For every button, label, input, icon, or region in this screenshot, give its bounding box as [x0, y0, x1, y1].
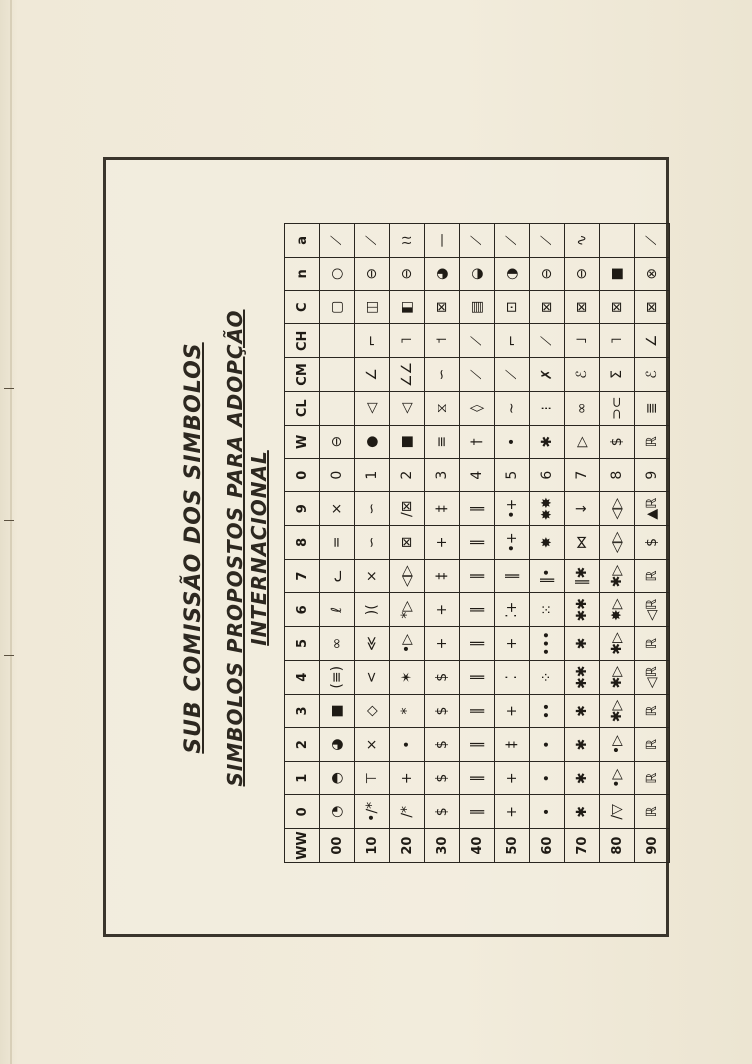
symbol-cell: ⁚+: [495, 593, 530, 627]
header-cell: 3: [285, 694, 320, 728]
symbol-cell: ⟋: [355, 224, 390, 258]
header-cell: CM: [285, 358, 320, 392]
symbol-cell: ℰ: [635, 358, 670, 392]
symbol-cell: ✱✱: [565, 660, 600, 694]
symbol-cell: ‖•: [530, 559, 565, 593]
margin-mark: [4, 388, 14, 389]
symbol-cell: ‡: [495, 728, 530, 762]
binding-fold: [10, 0, 12, 1064]
row-label: 20: [390, 829, 425, 863]
row-label: 60: [530, 829, 565, 863]
symbol-cell: •+: [495, 526, 530, 560]
title-line-2: SIMBOLOS PROPOSTOS PARA ADOPÇÃO INTERNACIONAL: [223, 309, 271, 787]
header-cell: CH: [285, 324, 320, 358]
symbol-cell: ✸✸: [530, 492, 565, 526]
symbol-cell: ≡: [425, 425, 460, 458]
symbol-cell: •▷: [600, 761, 635, 795]
header-cell: 4: [285, 660, 320, 694]
row-label: 00: [320, 829, 355, 863]
symbol-cell: ℝ: [635, 761, 670, 795]
symbols-table: [284, 223, 670, 863]
symbol-cell: ✗: [530, 358, 565, 392]
symbol-cell: +: [495, 795, 530, 829]
symbol-cell: ∠: [635, 324, 670, 358]
symbol-cell: [320, 358, 355, 392]
symbol-cell: —: [425, 224, 460, 258]
symbol-cell: ∠: [355, 358, 390, 392]
symbol-cell: 5: [495, 459, 530, 492]
symbol-cell: ✱: [565, 694, 600, 728]
symbol-cell: ◔: [320, 795, 355, 829]
header-cell: 0: [285, 459, 320, 492]
symbol-cell: ■: [600, 257, 635, 290]
header-cell: 1: [285, 761, 320, 795]
symbol-cell: •▷: [390, 627, 425, 661]
header-cell: 0: [285, 795, 320, 829]
symbol-cell: )(: [355, 593, 390, 627]
symbol-cell: ˥: [390, 324, 425, 358]
symbol-cell: 6: [530, 459, 565, 492]
symbol-cell: ◫: [355, 291, 390, 324]
symbol-cell: ∠∠: [390, 358, 425, 392]
row-label: 30: [425, 829, 460, 863]
symbol-cell: ⊖: [390, 257, 425, 290]
symbol-cell: ‡: [425, 559, 460, 593]
symbol-cell: ‡: [425, 492, 460, 526]
symbol-cell: $: [635, 526, 670, 560]
symbol-cell: ≀≀: [390, 224, 425, 258]
symbol-cell: ✱▷: [600, 627, 635, 661]
symbol-cell: +: [425, 526, 460, 560]
symbol-cell: ⨯: [355, 728, 390, 762]
symbol-cell: ⟋: [460, 358, 495, 392]
symbol-cell: ⊤: [355, 761, 390, 795]
symbol-cell: ⁝: [530, 391, 565, 425]
symbol-cell: ℝ: [635, 694, 670, 728]
symbol-cell: ◕: [425, 257, 460, 290]
symbol-cell: 7: [565, 459, 600, 492]
symbol-cell: ∿: [565, 224, 600, 258]
symbol-cell: 0: [320, 459, 355, 492]
symbol-cell: ‖: [460, 761, 495, 795]
symbol-cell: ᓚ: [320, 559, 355, 593]
row-label: 40: [460, 829, 495, 863]
symbol-cell: ~: [495, 391, 530, 425]
table-row: [390, 224, 425, 863]
symbol-cell: $: [425, 660, 460, 694]
margin-mark: [4, 655, 14, 656]
header-cell: 7: [285, 559, 320, 593]
symbol-cell: ✱▷: [600, 559, 635, 593]
symbol-cell: ∞: [565, 391, 600, 425]
symbol-cell: +: [425, 593, 460, 627]
symbol-cell: ℝ: [635, 559, 670, 593]
symbol-cell: ∽: [355, 526, 390, 560]
symbol-cell: ⨯: [355, 559, 390, 593]
symbol-cell: •: [530, 728, 565, 762]
symbol-cell: <: [355, 660, 390, 694]
row-label: 90: [635, 829, 670, 863]
symbol-cell: [320, 391, 355, 425]
table-row: [565, 224, 600, 863]
symbol-cell: ⟋: [495, 224, 530, 258]
header-cell: 9: [285, 492, 320, 526]
symbol-cell: 8: [600, 459, 635, 492]
header-cell: 8: [285, 526, 320, 560]
symbol-cell: ⋈: [565, 526, 600, 560]
row-label: 80: [600, 829, 635, 863]
symbol-cell: ⌐: [355, 324, 390, 358]
symbol-cell: ≪: [355, 627, 390, 661]
row-label: 70: [565, 829, 600, 863]
symbol-cell: •: [495, 425, 530, 458]
header-cell: W: [285, 425, 320, 458]
symbol-cell: ⨯: [320, 492, 355, 526]
table-row: [320, 224, 355, 863]
symbol-cell: ℝ: [635, 425, 670, 458]
symbol-cell: •: [390, 728, 425, 762]
symbol-cell: ⊠: [635, 291, 670, 324]
symbol-cell: •▷: [600, 728, 635, 762]
symbol-cell: ‖: [460, 526, 495, 560]
symbol-cell: ∽: [355, 492, 390, 526]
symbol-cell: ∕*: [390, 795, 425, 829]
symbol-cell: ≣: [635, 391, 670, 425]
symbol-cell: ⌐: [495, 324, 530, 358]
symbol-cell: ‖: [460, 627, 495, 661]
symbol-cell: ✸▷: [600, 593, 635, 627]
symbol-cell: ●: [355, 425, 390, 458]
symbol-cell: •••: [530, 627, 565, 661]
margin-mark: [4, 520, 14, 521]
symbol-cell: ✱: [565, 795, 600, 829]
symbol-cell: ◁▷: [600, 526, 635, 560]
symbol-cell: $: [425, 694, 460, 728]
header-cell: 2: [285, 728, 320, 762]
header-cell: a: [285, 224, 320, 258]
symbol-cell: ⟋: [460, 224, 495, 258]
header-cell: CL: [285, 391, 320, 425]
symbol-cell: ⊡: [495, 291, 530, 324]
symbol-cell: ‖✱: [565, 559, 600, 593]
symbol-cell: ⟋: [460, 324, 495, 358]
symbol-cell: ✶: [390, 660, 425, 694]
symbol-cell: ◕: [320, 728, 355, 762]
symbol-cell: ▲ℝ: [635, 492, 670, 526]
symbol-cell: 2: [390, 459, 425, 492]
symbol-cell: ◓: [320, 761, 355, 795]
symbol-cell: ℓ: [320, 593, 355, 627]
symbol-cell: ✱: [530, 425, 565, 458]
symbol-cell: ⊖: [530, 257, 565, 290]
symbol-cell: ‖: [460, 795, 495, 829]
symbol-cell: ◁ℝ: [635, 660, 670, 694]
symbol-cell: ⟋: [320, 224, 355, 258]
header-cell: C: [285, 291, 320, 324]
symbol-cell: ⊠: [425, 291, 460, 324]
symbol-cell: +: [495, 627, 530, 661]
symbol-cell: ↓: [565, 492, 600, 526]
symbol-cell: 1: [355, 459, 390, 492]
rotated-content: [181, 223, 660, 873]
symbol-cell: ⁘: [530, 660, 565, 694]
table-row: [355, 224, 390, 863]
symbol-cell: †: [460, 425, 495, 458]
symbol-cell: ✱: [565, 761, 600, 795]
symbol-cell: Σ: [600, 358, 635, 392]
symbol-cell: ˦: [425, 324, 460, 358]
symbol-cell: ✱▷: [600, 660, 635, 694]
header-cell: n: [285, 257, 320, 290]
symbol-cell: ‖: [460, 559, 495, 593]
symbol-cell: ℝ: [635, 795, 670, 829]
symbol-cell: ■: [320, 694, 355, 728]
symbol-cell: $: [425, 761, 460, 795]
table-row: [600, 224, 635, 863]
header-cell: WW: [285, 829, 320, 863]
symbol-cell: ‖: [460, 728, 495, 762]
symbol-cell: •∕*: [355, 795, 390, 829]
symbol-cell: 4: [460, 459, 495, 492]
symbol-cell: ✸: [530, 526, 565, 560]
symbol-cell: ⊠: [565, 291, 600, 324]
symbol-cell: ○: [320, 257, 355, 290]
symbol-cell: ⁚: [495, 660, 530, 694]
table-row: [495, 224, 530, 863]
row-label: 10: [355, 829, 390, 863]
symbol-cell: ✱: [565, 627, 600, 661]
symbol-cell: ⟋: [530, 224, 565, 258]
symbol-cell: ▢: [320, 291, 355, 324]
symbol-cell: ⊖: [320, 425, 355, 458]
symbol-cell: ⊖: [355, 257, 390, 290]
symbol-cell: $: [600, 425, 635, 458]
symbol-cell: ˩: [565, 324, 600, 358]
symbol-cell: ⊠: [600, 291, 635, 324]
symbol-cell: ◁: [390, 391, 425, 425]
symbol-cell: ⁙: [530, 593, 565, 627]
symbol-cell: ⊃⊂: [600, 391, 635, 425]
symbol-cell: ◁ℝ: [635, 593, 670, 627]
symbol-cell: ••: [530, 694, 565, 728]
symbol-cell: ◇: [355, 694, 390, 728]
symbol-cell: ℝ: [635, 627, 670, 661]
symbol-cell: +: [495, 694, 530, 728]
symbol-cell: ◁▷: [600, 492, 635, 526]
symbol-cell: •: [530, 795, 565, 829]
symbol-cell: ⊠: [530, 291, 565, 324]
symbol-cell: =: [320, 526, 355, 560]
symbol-cell: ◒: [460, 257, 495, 290]
symbol-cell: ‖: [460, 492, 495, 526]
symbol-cell: ■: [390, 425, 425, 458]
table-row: [530, 224, 565, 863]
title-line-1: SUB COMISSÃO DOS SIMBOLOS: [181, 342, 206, 754]
symbol-cell: ‖: [460, 593, 495, 627]
symbol-cell: ∽: [425, 358, 460, 392]
symbol-cell: ∕⊠: [390, 492, 425, 526]
symbol-cell: ◊: [460, 391, 495, 425]
table-frame: [103, 157, 669, 937]
header-cell: 5: [285, 627, 320, 661]
symbol-cell: ℰ: [565, 358, 600, 392]
symbol-cell: ˥: [600, 324, 635, 358]
symbol-cell: ∕▽: [600, 795, 635, 829]
symbol-cell: 9: [635, 459, 670, 492]
symbol-cell: ◧: [390, 291, 425, 324]
symbol-cell: ⊗: [635, 257, 670, 290]
symbol-cell: (≡): [320, 660, 355, 694]
symbol-cell: ✱✱: [565, 593, 600, 627]
symbol-cell: ◁: [355, 391, 390, 425]
symbol-cell: $: [425, 795, 460, 829]
symbol-cell: +: [495, 761, 530, 795]
symbol-cell: [320, 324, 355, 358]
table-row: [635, 224, 670, 863]
symbol-cell: •: [530, 761, 565, 795]
symbol-cell: ✱: [565, 728, 600, 762]
symbol-cell: ▷: [565, 425, 600, 458]
symbol-cell: 3: [425, 459, 460, 492]
table-row: [425, 224, 460, 863]
symbol-cell: ‖: [460, 660, 495, 694]
symbol-cell: •+: [495, 492, 530, 526]
symbol-cell: ⧖: [425, 391, 460, 425]
table-row: [460, 224, 495, 863]
symbol-cell: [600, 224, 635, 258]
symbol-cell: ‖: [495, 559, 530, 593]
symbol-cell: ◁▷: [390, 559, 425, 593]
symbol-cell: ⟋: [495, 358, 530, 392]
symbol-cell: ⟋: [635, 224, 670, 258]
symbol-cell: ‖: [460, 694, 495, 728]
symbol-cell: ℝ: [635, 728, 670, 762]
row-label: 50: [495, 829, 530, 863]
symbol-cell: ▤: [460, 291, 495, 324]
symbol-cell: ◑: [495, 257, 530, 290]
symbol-cell: *▷: [390, 593, 425, 627]
header-cell: 6: [285, 593, 320, 627]
header-row: [285, 224, 320, 863]
symbol-cell: *: [390, 694, 425, 728]
symbol-cell: ⊖: [565, 257, 600, 290]
symbol-cell: +: [425, 627, 460, 661]
symbol-cell: ⊠: [390, 526, 425, 560]
symbol-cell: ⟋: [530, 324, 565, 358]
symbol-cell: +: [390, 761, 425, 795]
symbol-cell: $: [425, 728, 460, 762]
symbol-cell: ∞: [320, 627, 355, 661]
symbol-cell: ✱▷: [600, 694, 635, 728]
